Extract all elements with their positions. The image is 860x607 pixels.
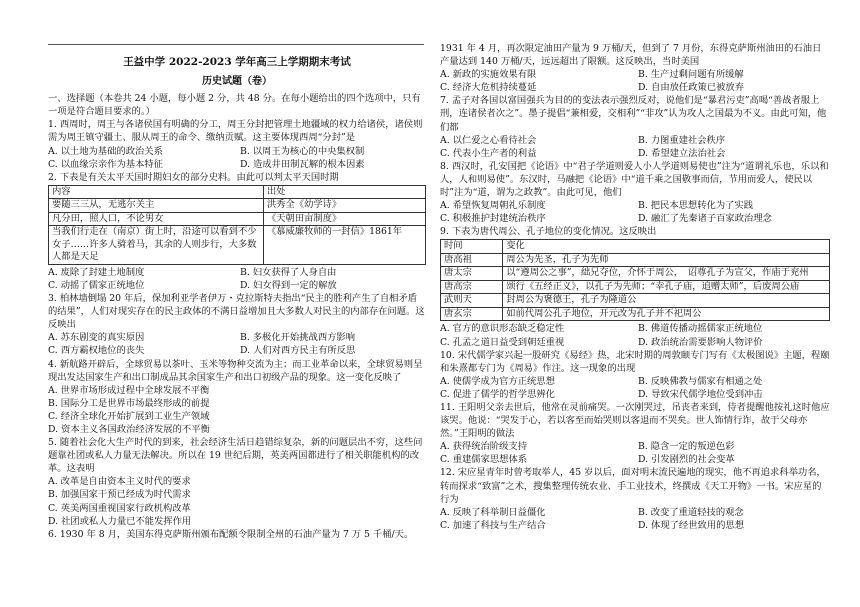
q12-stem: 12. 宋应星青年时曾考取举人，45 岁以后，面对明末流民遍地的现实，他不再追求科举功名，转而探求“致富”之术，搜集整理传统农业、手工业技术，终撰成《天工开物》一书。宋应星的行为 — [440, 467, 826, 505]
q3-option-b: B. 多极化开始挑战西方影响 — [240, 332, 356, 344]
q4-option-a: A. 世界市场形成过程中全球发展不平衡 — [48, 384, 210, 396]
q2-options — [48, 266, 426, 292]
q12-options — [440, 506, 830, 532]
table-row — [441, 280, 830, 294]
table-row — [49, 199, 426, 213]
q3-option-d: D. 人们对西方民主有所反思 — [240, 345, 356, 357]
q3-option-c: C. 西方霸权地位的丧失 — [48, 345, 145, 357]
left-column — [48, 52, 426, 541]
table-cell: 当我们行走在（南京）街上时，沿途可以看到不少女子……许多人骑着马，其余的人则步行，大多数人都是天足 — [49, 226, 264, 265]
q9-option-a: A. 官方的意识形态缺乏稳定性 — [440, 323, 565, 335]
q1-option-d: D. 造成井田制瓦解的根本因素 — [240, 158, 365, 170]
table-cell: 凡分田，照人口，不论男女 — [49, 212, 264, 226]
q2-option-b: B. 妇女获得了人身自由 — [240, 266, 337, 278]
table-row — [441, 307, 830, 321]
q1-options — [48, 145, 426, 171]
table-cell: 要随三三从，无逃尔关主 — [49, 199, 264, 213]
q11-option-b: B. 隐含一定的叛逆色彩 — [638, 441, 735, 453]
table-cell: 武则天 — [441, 294, 503, 308]
q4-option-b: B. 国际分工是世界市场最终形成的前提 — [48, 397, 210, 409]
q10-option-d: D. 导致宋代儒学地位受到冲击 — [638, 388, 763, 400]
q9-stem: 9. 下表为唐代周公、孔子地位的变化情况。这反映出 — [440, 226, 657, 238]
q1-option-c: C. 以血缘宗亲作为基本特征 — [48, 158, 163, 170]
q10-option-b: B. 反映佛教与儒家有相通之处 — [638, 375, 763, 387]
exam-title: 王益中学 2022-2023 学年高三上学期期末考试 — [123, 56, 351, 68]
table-cell: 周公为先圣，孔子为先师 — [503, 253, 830, 267]
q5-option-c: C. 英美两国重视国家行政机构改革 — [48, 502, 191, 514]
q1-stem: 1. 西周时，周王与各诸侯国有明确的分工，周王分封把管理土地疆域的权力给诸侯，诸侯则需为周王镇守疆土、服从周王的命令、缴纳贡赋。这主要体现西周“分封”是 — [48, 119, 423, 144]
q10-options — [440, 375, 830, 401]
q4-option-c: C. 经济全球化开始扩展到工业生产领域 — [48, 410, 210, 422]
q6-stem-start: 6. 1930 年 8 月，美国东得克萨斯州颁布配额令限制全州的石油产量为 7 万 5 千桶/天。 — [48, 528, 414, 540]
q7-stem: 7. 孟子对各国以富国强兵为目的的变法表示强烈反对，说他们是“暴君污吏”高喝“善战者服上刑，连诸侯者次之”。墨子提倡“兼相爱，交相利”“非攻”认为攻人之国最为不义。由此可知，他们都 — [440, 95, 827, 133]
q12-option-c: C. 加速了科技与生产结合 — [440, 519, 546, 531]
q2-stem: 2. 下表是有关太平天国时期妇女的部分史料。由此可以判太平天国时期 — [48, 171, 339, 183]
q1-option-b: B. 以周王为核心的中央集权制 — [240, 145, 365, 157]
exam-subtitle: 历史试题（卷） — [202, 76, 272, 88]
q9-options — [440, 322, 830, 348]
q8-stem: 8. 西汉时，孔安国把《论语》中“君子学道则爱人小人学道则易使也”注为“道谓礼乐也，乐以和人，人和则易使”。东汉时，马融把《论语》中“道千乘之国敬事而信，节用而爱人，使民以时”注为“道，谓为之政教”。由此可见，他们 — [440, 160, 829, 199]
table-cell: 《慕威廉牧师的一封信》1861年 — [263, 226, 425, 265]
q3-option-a: A. 苏东剧变的真实原因 — [48, 332, 145, 344]
q6-option-d: D. 自由放任政策已被放弃 — [638, 82, 745, 94]
q3-options — [48, 331, 426, 357]
q10-stem: 10. 宋代儒学家兴起一股研究《易经》热，北宋时期的周敦颐专门写有《太极图说》主题，程颐和朱熹都专门为《周易》作注。这一现象的出现 — [440, 349, 830, 374]
table-header-cell: 内容 — [49, 185, 264, 199]
q12-option-b: B. 改变了重道轻技的观念 — [638, 506, 744, 518]
q11-option-a: A. 获得统治阶级支持 — [440, 441, 527, 453]
q4-stem: 4. 新航路开辟后，全球贸易以茶叶、玉米等物种交流为主；而工业革命以来，全球贸易则呈现出发达国家生产和出口制成品其余国家生产和出口初级产品的现象。这一变化反映了 — [48, 358, 423, 383]
table-row — [441, 267, 830, 281]
table-cell: 唐太宗 — [441, 267, 503, 281]
q5-option-b: B. 加强国家干预已经成为时代需求 — [48, 489, 191, 501]
q11-option-c: C. 重建儒家思想体系 — [440, 454, 528, 466]
q8-option-b: B. 把民本思想转化为了实践 — [638, 200, 754, 212]
q2-option-a: A. 废除了封建土地制度 — [48, 266, 145, 278]
q2-option-c: C. 动摇了儒家正统地位 — [48, 279, 145, 291]
q9-option-d: D. 政治统治需要影响人物评价 — [638, 336, 763, 348]
q7-option-b: B. 力图重建社会秩序 — [638, 134, 726, 146]
table-cell: 如前代周公孔子地位，开元改为孔子并不祀周公 — [503, 307, 830, 321]
q6-options — [440, 68, 830, 94]
q12-option-a: A. 反映了科举制日益僵化 — [440, 506, 546, 518]
q8-option-d: D. 融汇了先秦诸子百家政治理念 — [638, 213, 772, 225]
q9-option-c: C. 孔孟之道日益受到朝廷重视 — [440, 336, 565, 348]
q11-option-d: D. 引发剧烈的社会变革 — [638, 454, 735, 466]
q8-option-a: A. 希望恢复周朝礼乐制度 — [440, 200, 546, 212]
q7-option-d: D. 希望建立法治社会 — [638, 147, 726, 159]
q9-table — [440, 239, 830, 321]
table-header-row — [441, 240, 830, 254]
table-cell: 洪秀全《幼学诗》 — [263, 199, 425, 213]
q7-option-a: A. 以仁爱之心看待社会 — [440, 134, 537, 146]
q4-option-d: D. 资本主义各国政治经济发展的不平衡 — [48, 423, 210, 435]
table-cell: 封周公为褒德王，孔子为隆道公 — [503, 294, 830, 308]
table-cell: 唐玄宗 — [441, 307, 503, 321]
table-row — [49, 212, 426, 226]
q8-options — [440, 199, 830, 225]
q5-option-a: A. 改革是自由资本主义时代的要求 — [48, 476, 191, 488]
q10-option-c: C. 促进了儒学的哲学思辨化 — [440, 388, 555, 400]
q10-option-a: A. 使儒学成为官方正统思想 — [440, 375, 555, 387]
q8-option-c: C. 积极推护封建统治秩序 — [440, 213, 546, 225]
q11-options — [440, 440, 830, 466]
table-row — [49, 226, 426, 265]
table-cell: 唐高祖 — [441, 253, 503, 267]
header-rule — [48, 44, 424, 45]
right-column — [440, 42, 830, 532]
q6-stem-continued: 1931 年 4 月，再次限定油田产量为 9 万桶/天，但到了 7 月份，东得克萨斯州油田的石油日产量达到 140 万桶/天，远远超出了限额。这反映出，当时美国 — [440, 43, 822, 68]
q6-option-b: B. 生产过剩问题有所缓解 — [638, 69, 744, 81]
q2-table — [48, 185, 426, 265]
q5-option-d: D. 社团或私人力量已不能发挥作用 — [48, 515, 192, 527]
q6-option-c: C. 经济大危机持续蔓延 — [440, 82, 537, 94]
table-header-row — [49, 185, 426, 199]
q1-option-a: A. 以土地为基础的政治关系 — [48, 145, 163, 157]
q3-stem: 3. 柏林墙倒塌 20 年后，保加利亚学者伊万・克拉斯特夫指出“民主的胜利产生了自相矛盾的结果”，人们对现实存在的民主政体的不满日益增加且大多数人对民主的内部存在问题。这反映出 — [48, 293, 425, 331]
table-header-cell: 变化 — [503, 240, 830, 254]
q5-stem: 5. 随着社会化大生产时代的到来，社会经济生活日趋错综复杂，新的问题层出不穷，这些问题靠社团或私人力量无法解决。所以在 19 世纪后期，英美两国都进行了相关职能机构的改革。这表明 — [48, 437, 423, 475]
q7-options — [440, 134, 830, 160]
q12-option-d: D. 体现了经世致用的思想 — [638, 519, 745, 531]
table-row — [441, 253, 830, 267]
q6-option-a: A. 新政的实施效果有限 — [440, 69, 537, 81]
table-cell: 颂行《五经正义》，以孔子为先师；“幸孔子庙，追赠太师”，后废周公庙 — [503, 280, 830, 294]
q11-stem: 11. 王阳明父亲去世后，他常在灵前痛哭。一次刚哭过，吊丧者来到，侍者提醒他按礼这时他应该哭。他说：“哭发于心，若以客至而始哭则以客退而不哭矣。世人饰情行诈，故于父母亦然。”王阳明的做法 — [440, 401, 830, 440]
table-header-cell: 时间 — [441, 240, 503, 254]
q7-option-c: C. 代表小生产者的利益 — [440, 147, 537, 159]
q9-option-b: B. 佛道传播动摇儒家正统地位 — [638, 323, 763, 335]
q2-option-d: D. 妇女得到一定的解放 — [240, 279, 337, 291]
table-cell: 以“遵周公之事”，絀兄夺位，介怀于周公， 诏尊孔子为宣父，作庙于兖州 — [503, 267, 830, 281]
section-instructions: 一、选择题（本卷共 24 小题，每小题 2 分，共 48 分。在每小题给出的四个选项中，只有一项是符合题目要求的。） — [48, 93, 421, 118]
table-row — [441, 294, 830, 308]
table-cell: 唐高宗 — [441, 280, 503, 294]
table-header-cell: 出处 — [263, 185, 425, 199]
table-cell: 《天朝田亩制度》 — [263, 212, 425, 226]
